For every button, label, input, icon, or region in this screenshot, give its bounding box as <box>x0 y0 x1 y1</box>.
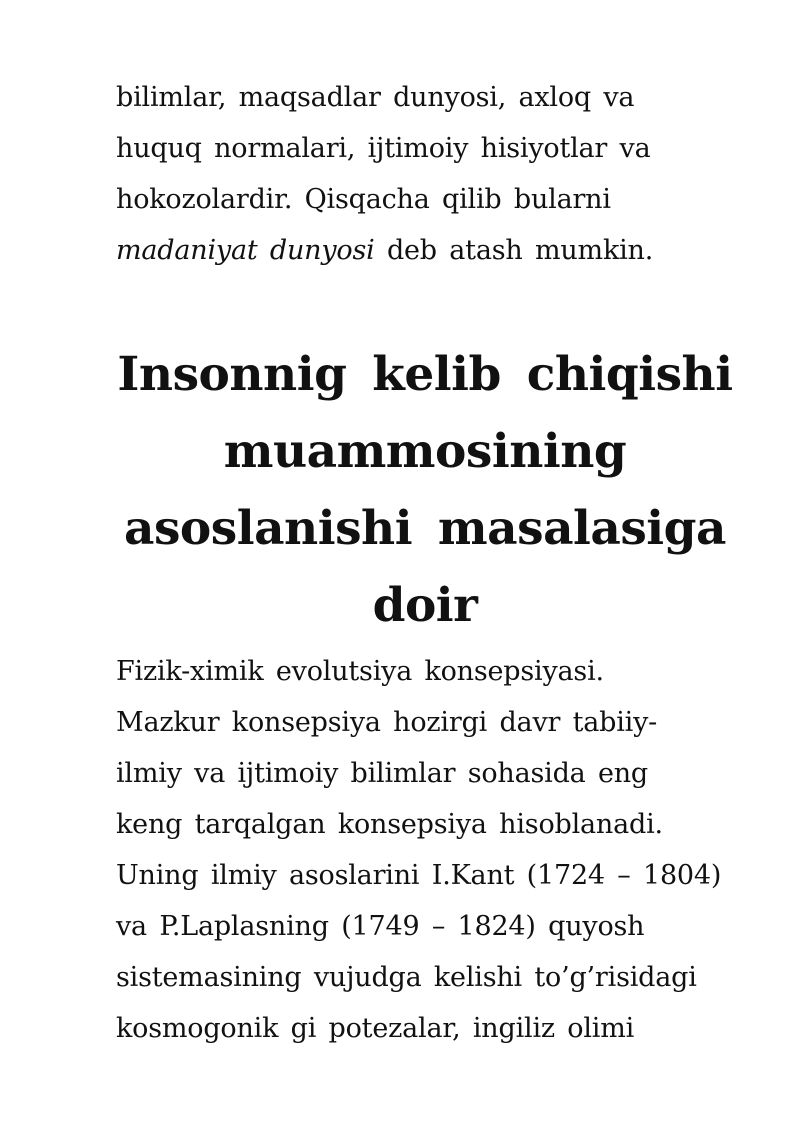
paragraph-line: huquq normalari, ijtimoiy hisiyotlar va <box>116 133 651 164</box>
paragraph-body <box>116 646 756 1054</box>
paragraph-line: hokozolardir. Qisqacha qilib bularni <box>116 184 611 215</box>
line-rest: deb atash mumkin. <box>374 235 654 266</box>
heading-line: asoslanishi masalasiga <box>124 501 726 556</box>
paragraph-line: kosmogonik gi potezalar, ingiliz olimi <box>116 1013 635 1044</box>
paragraph-line: Fizik-ximik evolutsiya konsepsiyasi. <box>116 656 604 687</box>
paragraph-line: Uning ilmiy asoslarini I.Kant (1724 – 1804) <box>116 860 722 891</box>
paragraph-line: sistemasining vujudga kelishi to’g’risidagi <box>116 962 697 993</box>
paragraph-line: ilmiy va ijtimoiy bilimlar sohasida eng <box>116 758 649 789</box>
heading-line: Insonnig kelib chiqishi <box>117 347 733 402</box>
paragraph-line: Mazkur konsepsiya hozirgi davr tabiiy- <box>116 707 658 738</box>
heading-line: doir <box>372 578 478 633</box>
paragraph-line <box>116 225 756 276</box>
paragraph-line: bilimlar, maqsadlar dunyosi, axloq va <box>116 82 635 113</box>
paragraph-line: va P.Laplasning (1749 – 1824) quyosh <box>116 911 645 942</box>
italic-phrase: madaniyat dunyosi <box>116 235 375 266</box>
section-heading <box>60 336 790 644</box>
paragraph-line: keng tarqalgan konsepsiya hisoblanadi. <box>116 809 663 840</box>
paragraph-intro <box>116 72 756 276</box>
heading-line: muammosining <box>223 424 627 479</box>
